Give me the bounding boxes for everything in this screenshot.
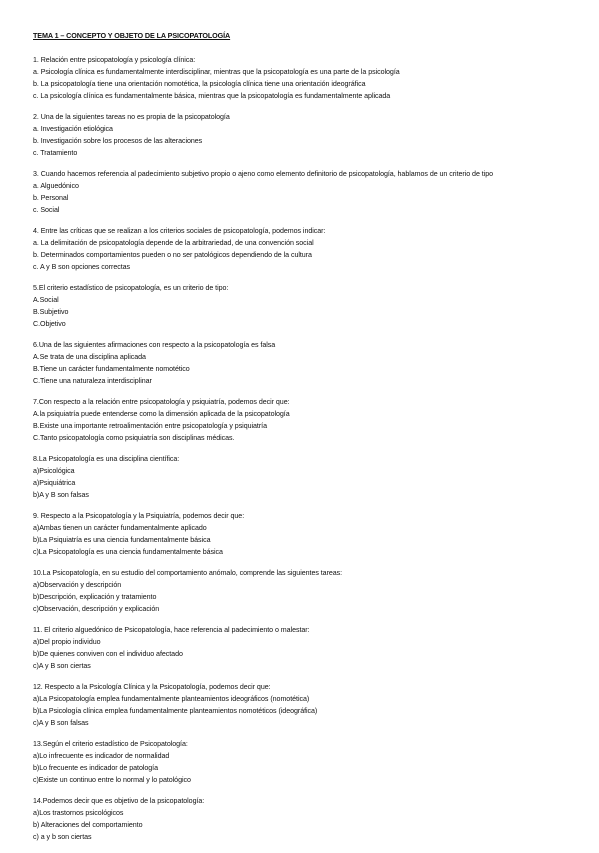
document-title: TEMA 1 – CONCEPTO Y OBJETO DE LA PSICOPATOLOGÍA [33, 31, 231, 40]
question-list [33, 55, 573, 853]
question-13 [33, 739, 573, 787]
answer-option: b)La Psiquiatría es una ciencia fundamentalmente básica [33, 535, 211, 544]
question-6 [33, 340, 573, 388]
answer-option: c) a y b son ciertas [33, 832, 92, 841]
answer-option: a)Lo infrecuente es indicador de normalidad [33, 752, 170, 761]
answer-option: a. Psicología clínica es fundamentalmente interdisciplinar, mientras que la psicopatología es una parte de la psicología [33, 67, 400, 76]
answer-option: b)Descripción, explicación y tratamiento [33, 592, 157, 601]
answer-option: a. La delimitación de psicopatología depende de la arbitrariedad, de una convención social [33, 238, 314, 247]
answer-option: c)Observación, descripción y explicación [33, 604, 160, 613]
question-12 [33, 682, 573, 730]
question-4 [33, 226, 573, 274]
answer-option: b. La psicopatología tiene una orientación nomotética, la psicología clínica tiene una orientación ideográfica [33, 79, 366, 88]
question-text: 14.Podemos decir que es objetivo de la psicopatología: [33, 797, 205, 806]
answer-option: b. Determinados comportamientos pueden o no ser patológicos dependiendo de la cultura [33, 250, 312, 259]
question-text: 13.Según el criterio estadístico de Psicopatología: [33, 740, 188, 749]
question-text: 8.La Psicopatología es una disciplina científica: [33, 455, 180, 464]
answer-option: c. A y B son opciones correctas [33, 262, 131, 271]
answer-option: C.Objetivo [33, 319, 66, 328]
question-text: 6.Una de las siguientes afirmaciones con respecto a la psicopatología es falsa [33, 341, 276, 350]
question-text: 4. Entre las críticas que se realizan a los criterios sociales de psicopatología, podemos indicar: [33, 227, 326, 236]
question-text: 7.Con respecto a la relación entre psicopatología y psiquiatría, podemos decir que: [33, 398, 290, 407]
answer-option: b. Investigación sobre los procesos de las alteraciones [33, 136, 203, 145]
answer-option: b)A y B son falsas [33, 490, 89, 499]
question-text: 12. Respecto a la Psicología Clínica y la Psicopatología, podemos decir que: [33, 683, 271, 692]
answer-option: a)Los trastornos psicológicos [33, 809, 124, 818]
question-text: 5.El criterio estadístico de psicopatología, es un criterio de tipo: [33, 284, 229, 293]
answer-option: c. Social [33, 205, 60, 214]
question-1 [33, 55, 573, 103]
question-text: 3. Cuando hacemos referencia al padecimiento subjetivo propio o ajeno como elemento definitorio de psicopatología, hablamos de un criterio de tipo [33, 170, 493, 179]
answer-option: c)La Psicopatología es una ciencia fundamentalmente básica [33, 547, 223, 556]
answer-option: a)Psicológica [33, 467, 75, 476]
answer-option: b) Alteraciones del comportamiento [33, 821, 143, 830]
question-3 [33, 169, 573, 217]
question-text: 9. Respecto a la Psicopatología y la Psiquiatría, podemos decir que: [33, 512, 245, 521]
answer-option: a)Del propio individuo [33, 638, 101, 647]
question-text: 1. Relación entre psicopatología y psicología clínica: [33, 56, 196, 64]
question-2 [33, 112, 573, 160]
answer-option: A.la psiquiatría puede entenderse como la dimensión aplicada de la psicopatología [33, 410, 290, 418]
answer-option: B.Existe una importante retroalimentación entre psicopatología y psiquiatría [33, 421, 267, 430]
question-14 [33, 796, 573, 844]
answer-option: c. La psicología clínica es fundamentalmente básica, mientras que la psicopatología es fundamentalmente aplicada [33, 91, 391, 100]
answer-option: B.Tiene un carácter fundamentalmente nomotético [33, 364, 190, 373]
answer-option: a. Alguedónico [33, 181, 79, 190]
answer-option: a)La Psicopatología emplea fundamentalmente planteamientos ideográficos (nomotética) [33, 695, 310, 704]
answer-option: c)A y B son falsas [33, 718, 89, 727]
question-8 [33, 454, 573, 502]
question-text: 10.La Psicopatología, en su estudio del comportamiento anómalo, comprende las siguientes tareas: [33, 569, 343, 578]
answer-option: A.Social [33, 295, 59, 304]
answer-option: c)Existe un continuo entre lo normal y lo patológico [33, 775, 191, 784]
answer-option: c)A y B son ciertas [33, 661, 91, 670]
question-text: 11. El criterio alguedónico de Psicopatología, hace referencia al padecimiento o malestar: [33, 626, 310, 635]
answer-option: a)Psiquiátrica [33, 478, 76, 487]
answer-option: b)Lo frecuente es indicador de patología [33, 764, 158, 772]
answer-option: B.Subjetivo [33, 307, 69, 316]
question-text: 2. Una de la siguientes tareas no es propia de la psicopatología [33, 113, 230, 122]
answer-option: a)Ambas tienen un carácter fundamentalmente aplicado [33, 524, 207, 533]
answer-option: a. Investigación etiológica [33, 124, 113, 133]
answer-option: b)De quienes conviven con el individuo afectado [33, 649, 183, 658]
question-11 [33, 625, 573, 673]
question-7 [33, 397, 573, 445]
answer-option: C.Tanto psicopatología como psiquiatría son disciplinas médicas. [33, 433, 235, 442]
answer-option: b. Personal [33, 193, 69, 202]
answer-option: c. Tratamiento [33, 148, 78, 157]
question-9 [33, 511, 573, 559]
answer-option: A.Se trata de una disciplina aplicada [33, 352, 146, 361]
question-10 [33, 568, 573, 616]
question-5 [33, 283, 573, 331]
answer-option: C.Tiene una naturaleza interdisciplinar [33, 376, 152, 385]
answer-option: a)Observación y descripción [33, 581, 122, 590]
answer-option: b)La Psicología clínica emplea fundamentalmente planteamientos nomotéticos (ideográfica) [33, 706, 318, 715]
